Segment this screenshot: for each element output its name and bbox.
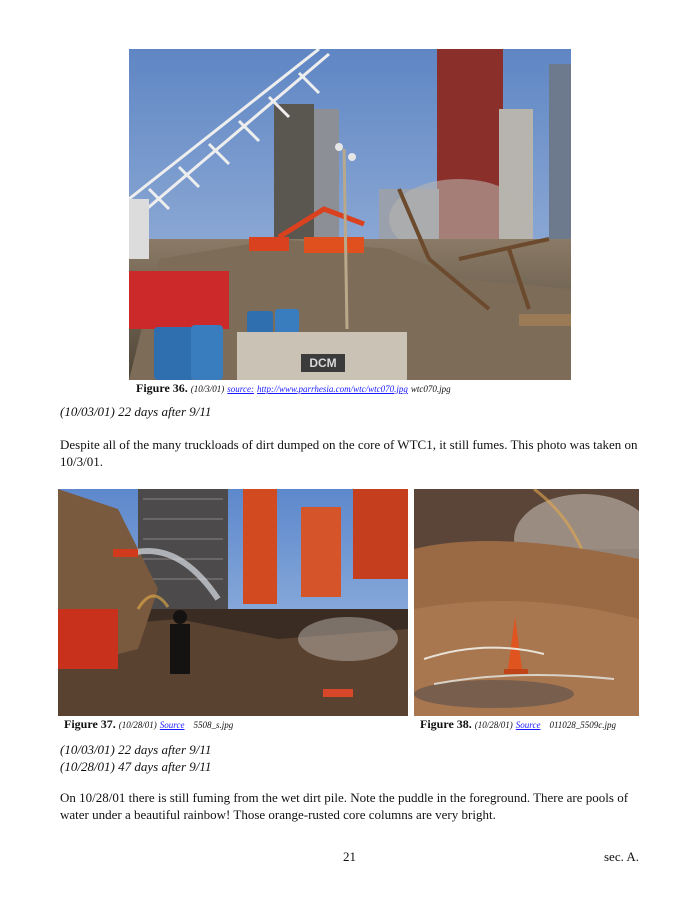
figure-37-label: Figure 37. (64, 717, 116, 731)
figure-38-caption (420, 717, 616, 732)
paragraph-2: On 10/28/01 there is still fuming from the wet dirt pile. Note the puddle in the foreground. There are pools of water under a beautiful rainbow! Those orange-rusted core columns are very bright. (60, 790, 629, 822)
dumpster-lettering: DCM (309, 356, 337, 370)
figure-36-filename: wtc070.jpg (410, 384, 451, 394)
figure-36-date: (10/3/01) (190, 384, 225, 394)
figure-38-date: (10/28/01) (474, 720, 513, 730)
figure-37-caption (64, 717, 233, 732)
figure-38-photo (414, 489, 639, 716)
page-number: 21 (343, 849, 356, 864)
figure-36-source-link[interactable]: source: (227, 384, 254, 394)
dateline-2a: (10/03/01) 22 days after 9/11 (60, 742, 212, 757)
figure-37-filename: 5508_s.jpg (193, 720, 234, 730)
figure-37-date: (10/28/01) (118, 720, 157, 730)
figure-38-label: Figure 38. (420, 717, 472, 731)
dateline-2b: (10/28/01) 47 days after 9/11 (60, 759, 212, 774)
figure-36-label: Figure 36. (136, 381, 188, 395)
figure-36-photo (129, 49, 571, 380)
figure-36-caption (136, 381, 451, 396)
figure-36-url-link[interactable]: http://www.parrhesia.com/wtc/wtc070.jpg (256, 384, 408, 394)
paragraph-1: Despite all of the many truckloads of dirt dumped on the core of WTC1, it still fumes. This photo was taken on 10/3/01. (60, 437, 638, 469)
figure-37-source-link[interactable]: Source (159, 720, 185, 730)
dateline-1: (10/03/01) 22 days after 9/11 (60, 404, 212, 419)
figure-38-filename: 011028_5509c.jpg (549, 720, 617, 730)
figure-37-photo (58, 489, 408, 716)
figure-38-source-link[interactable]: Source (515, 720, 541, 730)
section-label: sec. A. (604, 849, 640, 864)
